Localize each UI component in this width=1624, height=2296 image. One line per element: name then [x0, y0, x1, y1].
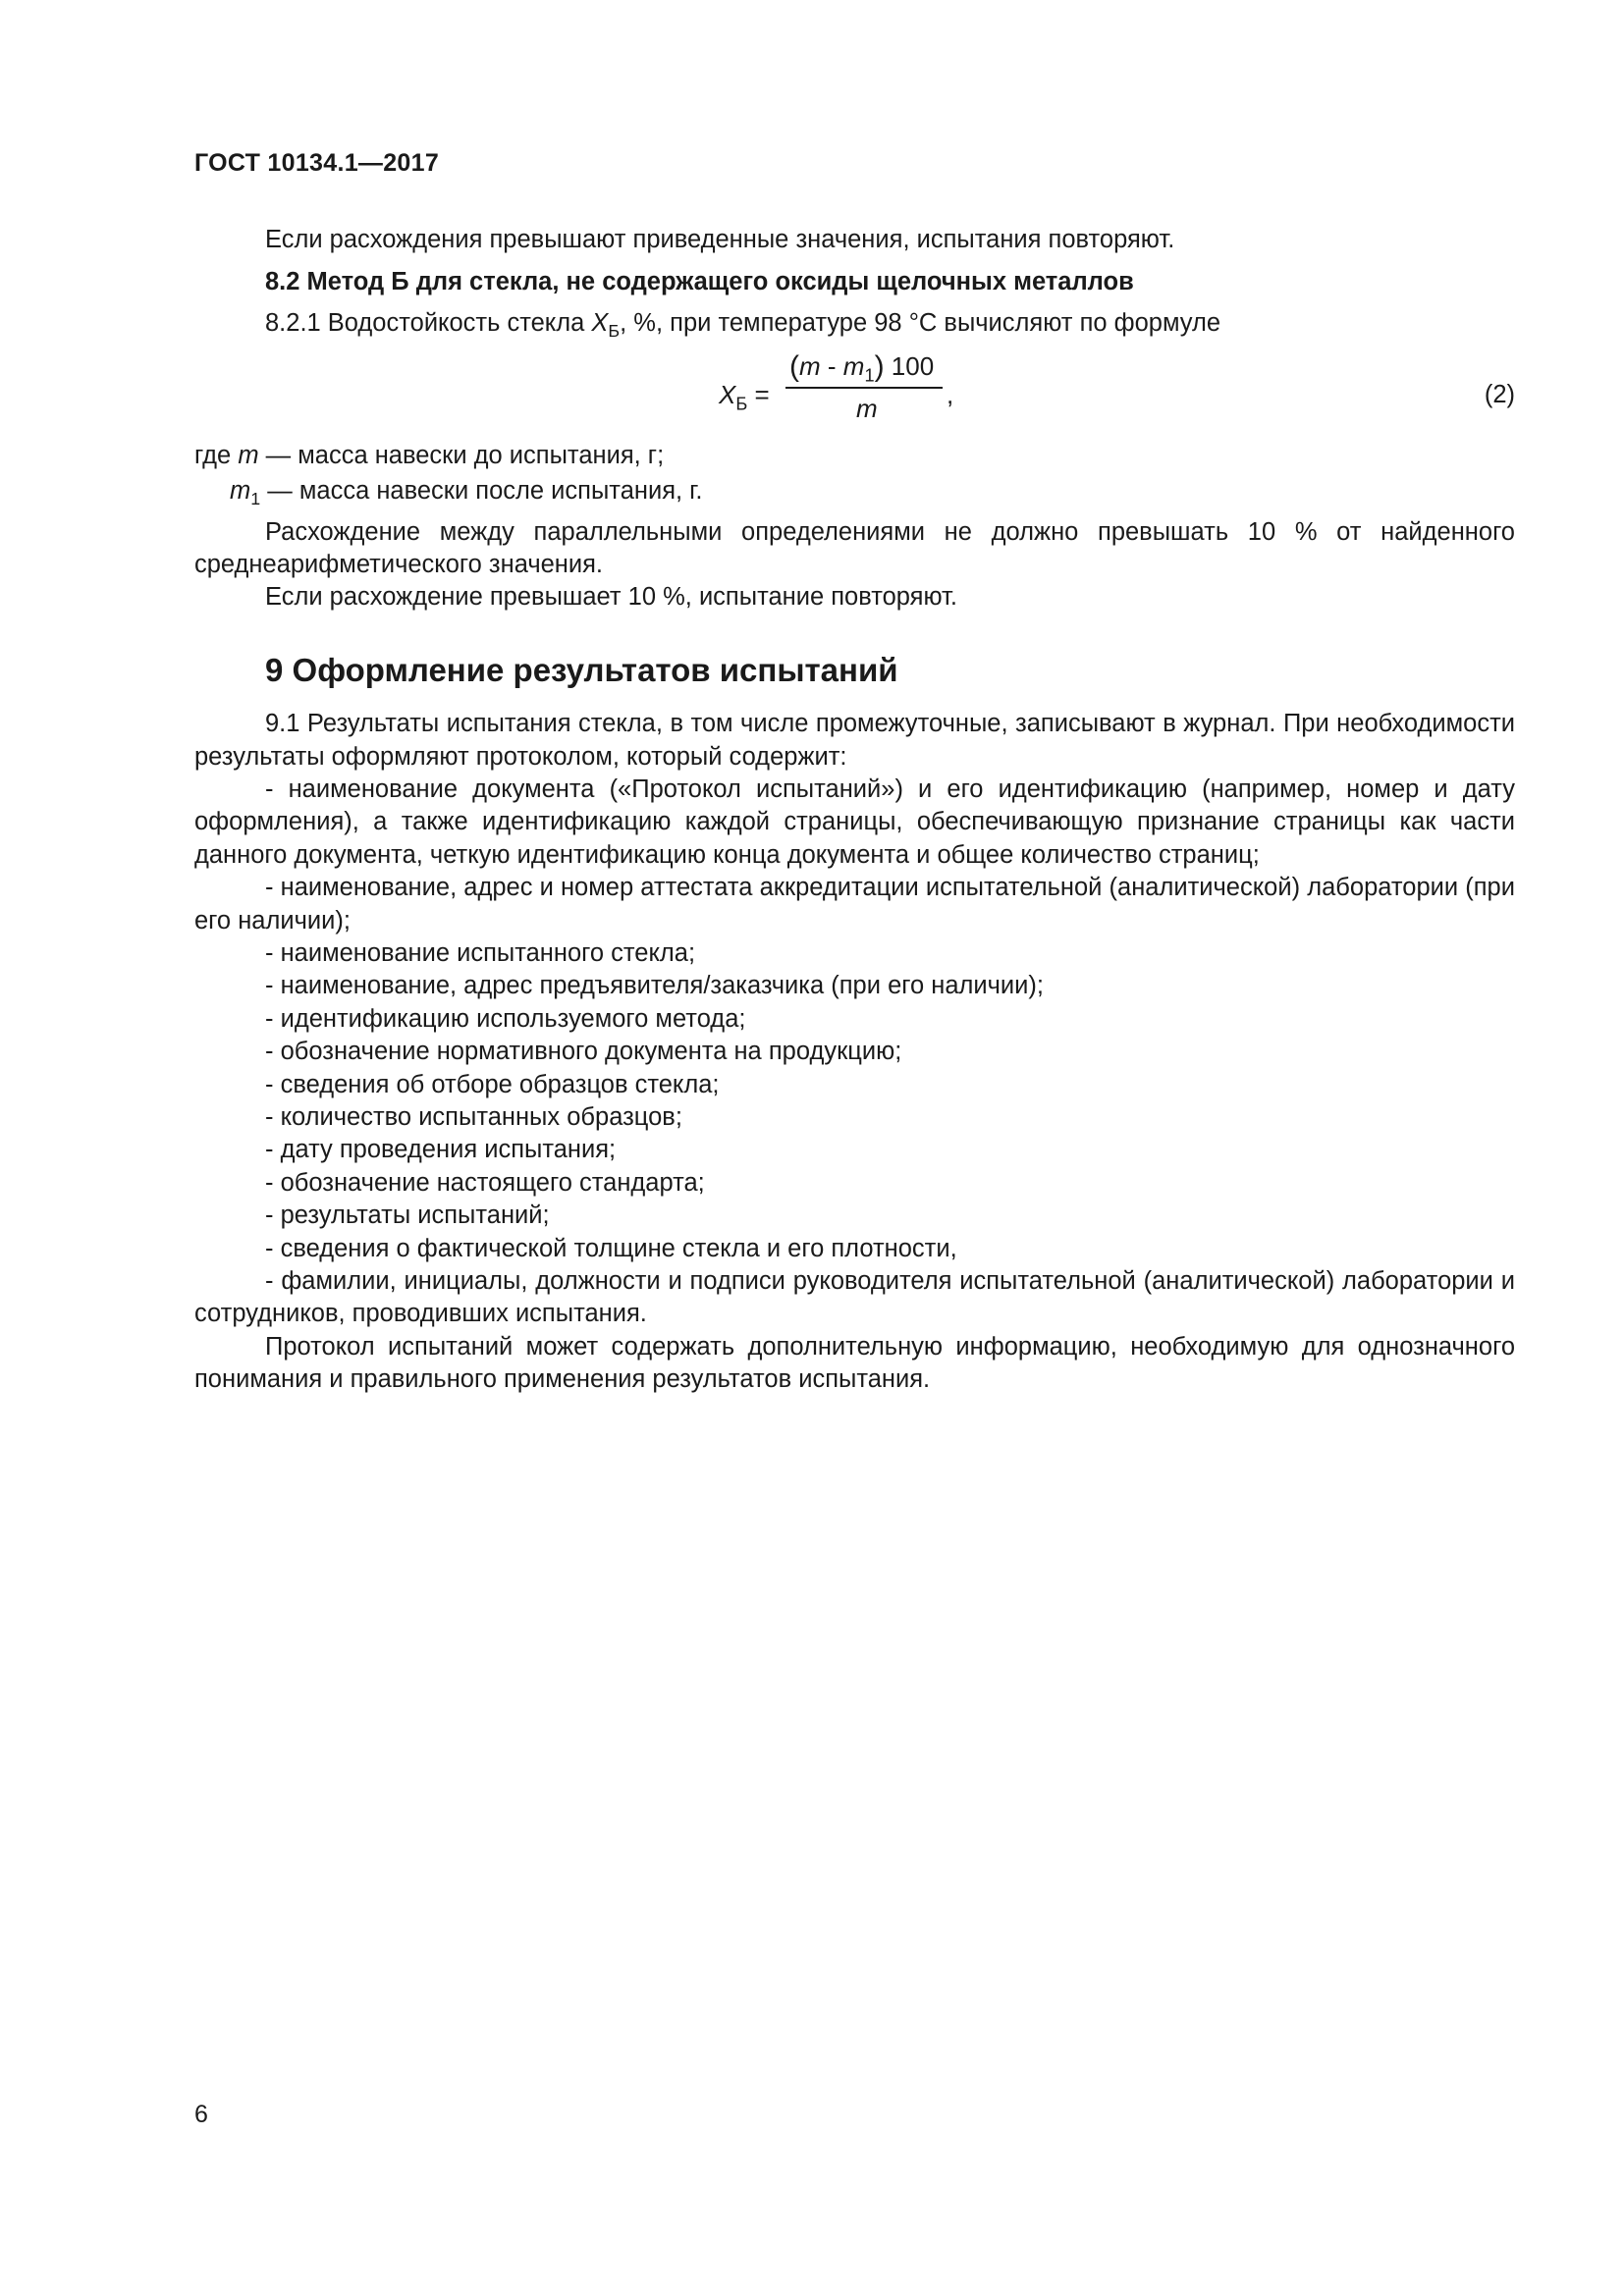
where-m1 [194, 475, 1515, 516]
list-item: - обозначение нормативного документа на продукцию; [265, 1038, 902, 1066]
page-number: 6 [194, 2101, 208, 2128]
where-m1-var: m [230, 476, 251, 505]
formula-paren-open: ( [789, 350, 799, 384]
paragraph-repeat-tests: Если расхождения превышают приведенные значения, испытания повторяют. [265, 226, 1175, 253]
list-item: - сведения об отборе образцов стекла; [265, 1070, 720, 1098]
list-item: - сведения о фактической толщине стекла и его плотности, [265, 1234, 957, 1262]
formula-lhs-var: X [719, 380, 736, 410]
formula-num-m1: m [842, 351, 865, 382]
where-m-prefix: где [194, 442, 239, 470]
formula-lhs [719, 379, 770, 421]
formula-fraction-bar [785, 387, 943, 389]
paragraph-8-2-1 [194, 307, 1515, 348]
list-item: - обозначение настоящего стандарта; [265, 1168, 705, 1197]
formula-number: (2) [1484, 381, 1515, 409]
protocol-contents-list [194, 774, 1515, 1331]
paragraph-9-1: 9.1 Результаты испытания стекла, в том числе промежуточные, записывают в журнал. При необходимости результаты оформляют протоколом, который содержит: [194, 710, 1515, 771]
list-item: - идентификацию используемого метода; [265, 1004, 746, 1033]
list-item: - наименование, адрес предъявителя/заказчика (при его наличии); [265, 972, 1044, 1000]
formula-2 [194, 349, 1515, 440]
list-item: - результаты испытаний; [265, 1201, 550, 1230]
formula-num-m: m [799, 351, 821, 382]
list-item: - фамилии, инициалы, должности и подписи руководителя испытательной (аналитической) лаборатории и сотрудников, проводивших испытания. [194, 1267, 1515, 1328]
where-m-desc: — масса навески до испытания, г; [258, 442, 665, 470]
formula-lhs-sub: Б [735, 394, 748, 414]
list-item: - дату проведения испытания; [265, 1136, 617, 1164]
where-m-var: m [238, 442, 259, 470]
var-x-sub: Б [608, 321, 621, 342]
list-item: - наименование документа («Протокол испытаний») и его идентификацию (например, номер и дату оформления), а также идентификацию каждой страницы, обеспечивающую признание страницы как части данного документа, четкую идентификацию конца документа и общее количество страниц; [194, 774, 1515, 869]
list-item: - наименование испытанного стекла; [265, 938, 696, 967]
where-m1-sub: 1 [250, 489, 261, 509]
formula-paren-close: ) [874, 350, 885, 384]
paragraph-repeat-test: Если расхождение превышает 10 %, испытание повторяют. [265, 583, 957, 612]
formula-num-m1-sub: 1 [864, 365, 875, 386]
where-m [194, 440, 1515, 472]
document-body [194, 224, 1515, 1397]
section-heading-9: 9 Оформление результатов испытаний [265, 651, 898, 688]
paragraph-protocol-additional: Протокол испытаний может содержать дополнительную информацию, необходимую для однозначного понимания и правильного применения результатов испытания. [194, 1332, 1515, 1394]
paragraph-divergence: Расхождение между параллельными определениями не должно превышать 10 % от найденного среднеарифметического значения. [194, 517, 1515, 578]
formula-comma: , [947, 380, 954, 410]
var-x: X [591, 308, 609, 337]
list-item: - наименование, адрес и номер аттестата аккредитации испытательной (аналитической) лаборатории (при его наличии); [194, 874, 1515, 934]
formula-num-factor: 100 [884, 351, 935, 382]
where-m1-desc: — масса навески после испытания, г. [260, 476, 703, 505]
formula-equals: = [747, 380, 770, 410]
subsection-heading-8-2: 8.2 Метод Б для стекла, не содержащего оксиды щелочных металлов [265, 268, 1134, 296]
paragraph-8-2-1-text-b: , %, при температуре 98 °С вычисляют по формуле [620, 308, 1221, 337]
document-header: ГОСТ 10134.1—2017 [194, 149, 440, 177]
formula-num-minus: - [820, 351, 843, 382]
list-item: - количество испытанных образцов; [265, 1103, 682, 1131]
paragraph-8-2-1-text-a: 8.2.1 Водостойкость стекла [265, 308, 592, 337]
formula-denominator: m [856, 394, 878, 424]
